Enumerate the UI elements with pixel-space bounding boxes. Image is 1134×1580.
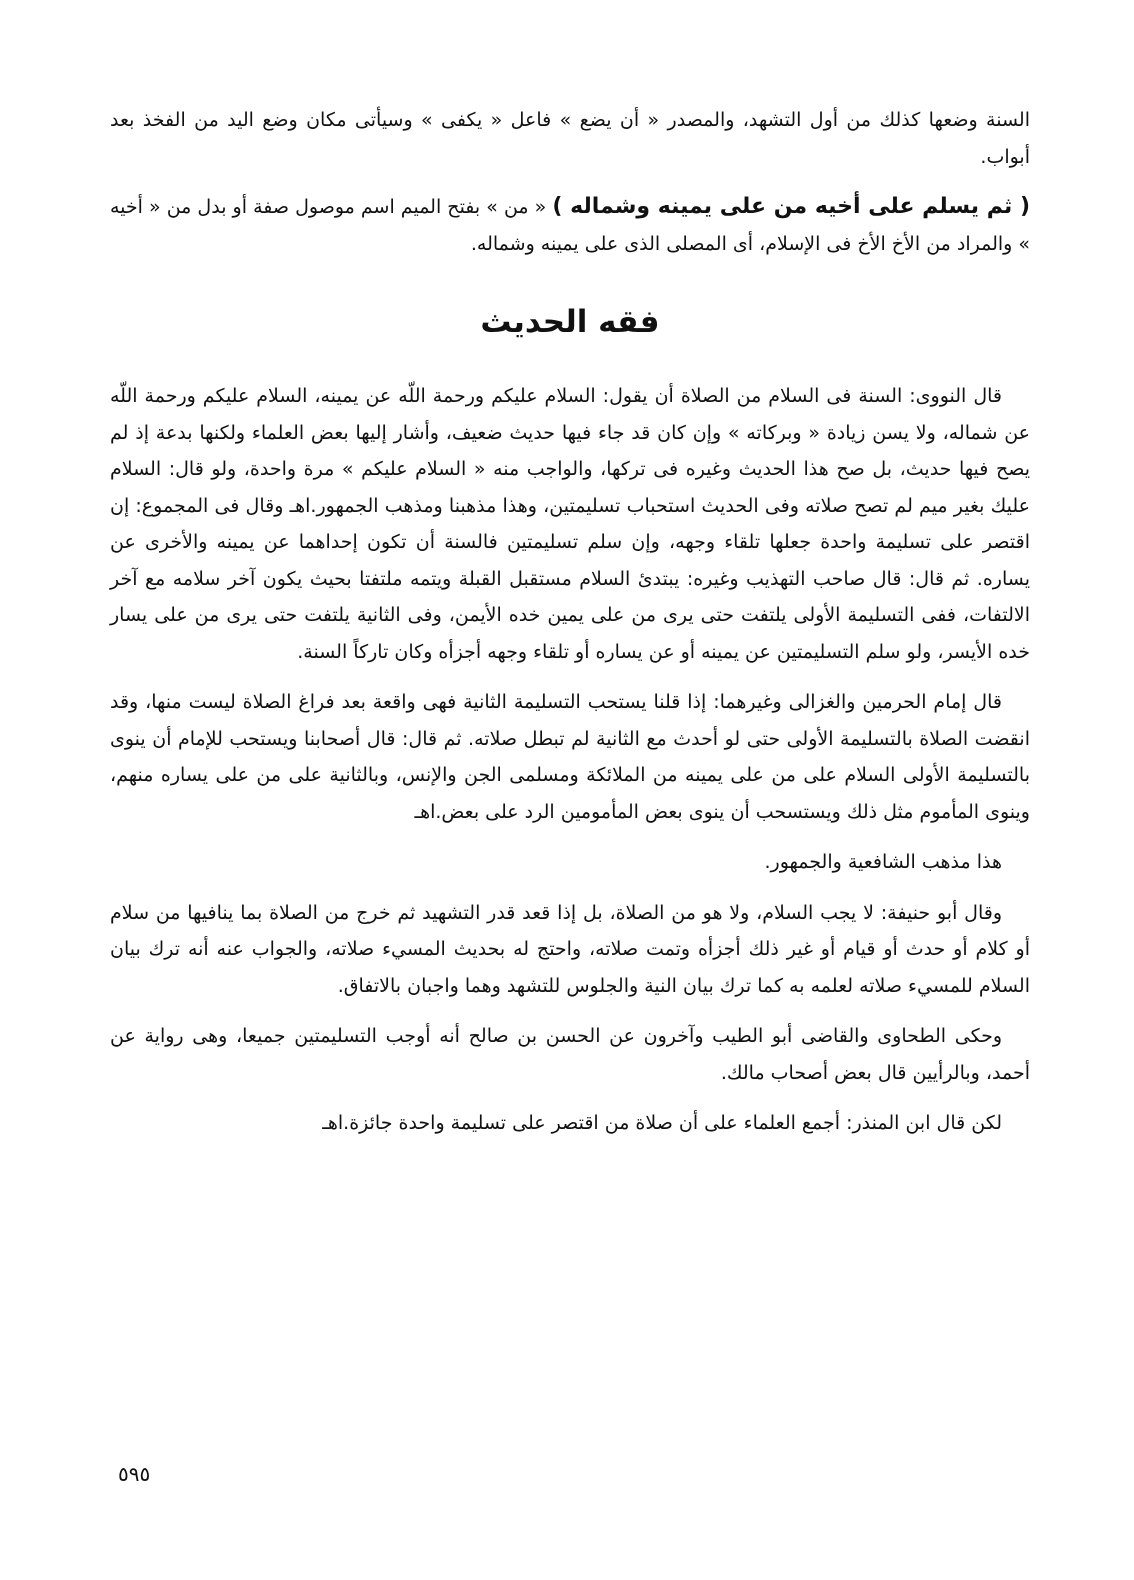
paragraph-shafii: هذا مذهب الشافعية والجمهور.: [764, 851, 1002, 873]
paragraph-nawawi: قال النووى: السنة فى السلام من الصلاة أن يقول: السلام عليكم ورحمة اللّه عن يمينه، السلام عليكم ورحمة اللّه عن شماله، ولا يسن زيادة « وبركاته » وإن كان قد جاء فيها حديث ضعيف، وأشار إليها بعض العلماء ولكنها بدعة إذ لم يصح فيها حديث، بل صح هذا الحديث وغيره فى تركها، والواجب منه « السلام عليكم » مرة واحدة، ولو قال: السلام عليك بغير ميم لم تصح صلاته وفى الحديث استحباب تسليمتين، وهذا مذهبنا ومذهب الجمهور.اهـ وقال فى المجموع: إن اقتصر على تسليمة واحدة جعلها تلقاء وجهه، وإن سلم تسليمتين فالسنة أن تكون إحداهما عن يمينه والأخرى عن يساره. ثم قال: قال صاحب التهذيب وغيره: يبتدئ السلام مستقبل القبلة ويتمه ملتفتا بحيث يكون آخر سلامه مع آخر الالتفات، ففى التسليمة الأولى يلتفت حتى يرى من على يمين خده الأيمن، وفى الثانية يلتفت حتى يرى من على يسار خده الأيسر، ولو سلم التسليمتين عن يمينه أو عن يساره أو تلقاء وجهه أجزأه وكان تاركاً السنة.: [110, 385, 1030, 663]
paragraph-imam-haramayn: قال إمام الحرمين والغزالى وغيرهما: إذا قلنا يستحب التسليمة الثانية فهى واقعة بعد فراغ الصلاة ليست منها، وقد انقضت الصلاة بالتسليمة الأولى حتى لو أحدث مع الثانية لم تبطل صلاته. ثم قال: قال أصحابنا ويستحب للإمام أن ينوى بالتسليمة الأولى السلام على من على يمينه من الملائكة ومسلمى الجن والإنس، وبالثانية على من على يساره منهم، وينوى المأموم مثل ذلك ويستسحب أن ينوى بعض المأمومين الرد على بعض.اهـ: [110, 691, 1030, 823]
paragraph-ibn-mundhir: لكن قال ابن المنذر: أجمع العلماء على أن صلاة من اقتصر على تسليمة واحدة جائزة.اهـ: [322, 1112, 1002, 1134]
section-heading: فقه الحديث: [480, 304, 660, 340]
paragraph-quoted-hadith: [110, 189, 1030, 262]
paragraph-tahawi: وحكى الطحاوى والقاضى أبو الطيب وآخرون عن الحسن بن صالح أنه أوجب التسليمتين جميعا، وهى رواية عن أحمد، وبالرأيين قال بعض أصحاب مالك.: [110, 1025, 1030, 1084]
hadith-explanation: « من » بفتح الميم اسم موصول صفة أو بدل من « أخيه » والمراد من الأخ الأخ فى الإسلام، أى المصلى الذى على يمينه وشماله.: [110, 196, 1030, 255]
hadith-quote-bold: ( ثم يسلم على أخيه من على يمينه وشماله ): [552, 194, 1031, 219]
document-page: [110, 102, 1030, 1156]
paragraph-continuation: السنة وضعها كذلك من أول التشهد، والمصدر « أن يضع » فاعل « يكفى » وسيأتى مكان وضع اليد من الفخذ بعد أبواب.: [110, 109, 1030, 168]
page-number: ٥٩٥: [118, 1462, 151, 1486]
paragraph-abu-hanifa: وقال أبو حنيفة: لا يجب السلام، ولا هو من الصلاة، بل إذا قعد قدر التشهيد ثم خرج من الصلاة بما ينافيها من سلام أو كلام أو حدث أو قيام أو غير ذلك أجزأه وتمت صلاته، واحتج له بحديث المسيء صلاته، والجواب عنه أنه ترك بيان السلام للمسيء صلاته لعلمه به كما ترك بيان النية والجلوس للتشهد وهما واجبان بالاتفاق.: [110, 901, 1030, 997]
